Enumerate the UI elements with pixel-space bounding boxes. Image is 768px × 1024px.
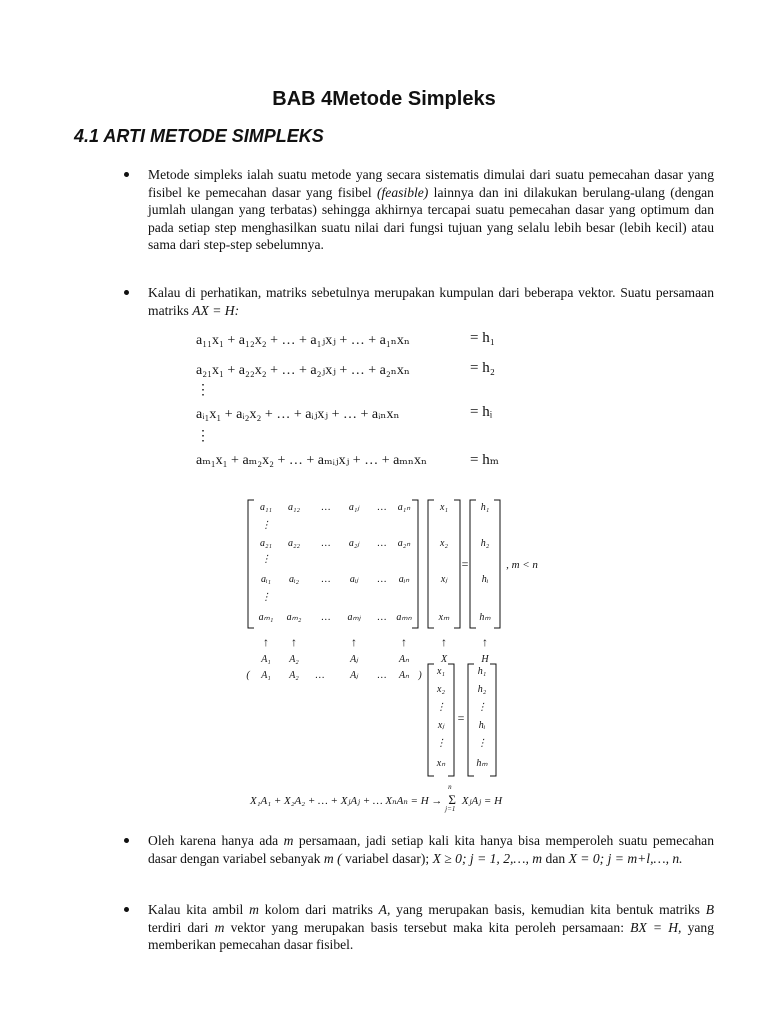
condition-text: , m < n	[506, 559, 538, 571]
x-vector-cell: ⋮	[436, 702, 446, 713]
paragraph-text: vektor yang merupakan basis tersebut maka kita peroleh persamaan:	[224, 919, 631, 935]
inline-equation: AX = H:	[192, 302, 240, 318]
equation-row: a₁₁x₁ + a₁₂x₂ + … + a₁ⱼxⱼ + … + a₁ₙxₙ	[196, 333, 410, 348]
section-title: 4.1 ARTI METODE SIMPLEKS	[74, 126, 324, 146]
matrix-cell: a₂ₙ	[397, 538, 411, 549]
paragraph-text: terdiri dari	[148, 919, 215, 935]
matrix-cell: …	[321, 502, 331, 513]
x-vector-cell: x₁	[440, 502, 448, 513]
x-vector-cell: xⱼ	[437, 720, 445, 731]
column-label: A₂	[289, 654, 299, 665]
sum-lower: j=1	[445, 805, 456, 813]
equation-row: aₘ₁x₁ + aₘ₂x₂ + … + aₘᵢⱼxⱼ + … + aₘₙxₙ	[196, 453, 427, 468]
matrix-cell: aₘₙ	[396, 612, 412, 623]
paragraph-text: persamaan, jadi setiap kali kita hanya bisa memperoleh suatu pemecahan dasar dengan variabel sebanyak	[148, 833, 714, 866]
bracket-left	[470, 500, 476, 628]
paragraph-text: yang merupakan basis, kemudian kita bentuk matriks	[390, 902, 706, 917]
up-arrow-icon: ↑	[401, 635, 407, 649]
matrix-cell: …	[321, 574, 331, 585]
matrix-cell: ⋮	[261, 520, 271, 531]
column-tuple: …	[377, 670, 387, 681]
up-arrow-icon: ↑	[441, 635, 447, 649]
list-item	[148, 832, 714, 867]
x-vector-cell: ⋮	[436, 738, 446, 749]
equation-rhs: = h₂	[470, 360, 495, 376]
column-label: Aₙ	[398, 654, 410, 665]
matrix-cell: aₘ₁	[258, 612, 274, 623]
equation-rhs: = hᵢ	[470, 404, 493, 420]
matrix-cell: …	[321, 612, 331, 623]
inline-var: m	[214, 919, 225, 935]
column-tuple: A₁	[261, 670, 271, 681]
bracket-left	[248, 500, 254, 628]
paragraph-text: lainnya dan ini dilakukan berulang-ulang (dengan jumlah ulangan yang terbatas) sehingga akhirnya tercapai suatu pemecahan dasar yang optimum dan pada setiap step menghasilkan suatu nilai dari fungsi tujuan yang selalu lebih besar (lebih kecil) atau sama dari step-step sebelumnya.	[148, 184, 714, 253]
matrix-cell: a₁₂	[288, 502, 300, 513]
bullet-icon	[124, 172, 129, 177]
h-vector-cell: hₘ	[479, 612, 491, 623]
column-tuple: A₂	[289, 670, 299, 681]
bracket-left	[468, 664, 474, 776]
matrix-cell: …	[377, 538, 387, 549]
paragraph-text: variabel dasar);	[341, 850, 433, 866]
h-vector-cell: h₂	[480, 538, 490, 549]
matrix-cell: a₂₂	[288, 538, 300, 549]
list-item	[148, 166, 714, 254]
x-vector-cell: xₘ	[438, 612, 450, 623]
x-vector-cell: x₂	[437, 684, 445, 695]
paragraph-text: Metode simpleks ialah suatu metode yang secara sistematis dimulai dari suatu pemecahan dasar yang fisibel ke pemecahan dasar yang fisibel	[148, 167, 714, 200]
equation-row: a₂₁x₁ + a₂₂x₂ + … + a₂ⱼxⱼ + … + a₂ₙxₙ	[196, 363, 410, 378]
paragraph-text: Kalau kita ambil	[148, 902, 250, 917]
matrix-cell: a₂ⱼ	[348, 538, 360, 549]
sum-upper: n	[448, 783, 452, 791]
inline-var: m	[249, 902, 259, 917]
matrix-cell: aᵢⱼ	[349, 574, 359, 585]
matrix-cell: aᵢ₁	[260, 574, 272, 585]
list-item	[148, 901, 714, 954]
matrix-cell: aᵢ₂	[288, 574, 300, 585]
h-vector-cell: h₂	[477, 684, 487, 695]
equation-rhs: = hₘ	[470, 452, 499, 468]
bracket-right	[494, 500, 500, 628]
vdots: ⋮	[196, 383, 210, 398]
column-tuple: (	[246, 670, 250, 681]
x-vector-cell: x₁	[437, 666, 445, 677]
paragraph-text: yang memberikan pemecahan dasar fisibel.	[148, 919, 714, 953]
matrix-cell: a₁₁	[260, 502, 272, 513]
h-vector-cell: hᵢ	[481, 574, 489, 585]
column-label: X	[440, 654, 448, 665]
column-tuple: Aⱼ	[350, 670, 358, 681]
equals-sign: =	[457, 711, 465, 725]
inline-var: m (	[323, 850, 342, 866]
h-vector-cell: ⋮	[477, 738, 487, 749]
matrix-cell: a₁ₙ	[397, 502, 411, 513]
summation-symbol	[445, 783, 459, 813]
equation-row: aᵢ₁x₁ + aᵢ₂x₂ + … + aᵢⱼxⱼ + … + aᵢₙxₙ	[196, 407, 400, 422]
matrix-cell: …	[377, 574, 387, 585]
vdots: ⋮	[196, 429, 210, 444]
equals-sign: =	[461, 557, 469, 571]
bracket-right	[412, 500, 418, 628]
up-arrow-icon: ↑	[351, 635, 357, 649]
chapter-title: BAB 4Metode Simpleks	[272, 88, 496, 110]
up-arrow-icon: ↑	[291, 635, 297, 649]
h-vector-cell: hᵢ	[478, 720, 486, 731]
matrix-cell: a₁ⱼ	[348, 502, 360, 513]
column-label: Aⱼ	[350, 654, 358, 665]
inline-equation: X ≥ 0; j = 1, 2,…, m	[432, 850, 543, 866]
paragraph-text: dan	[542, 850, 569, 866]
matrix-cell: aₘⱼ	[347, 612, 361, 623]
h-vector-cell: h₁	[477, 666, 487, 677]
matrix-cell: ⋮	[261, 554, 271, 565]
inline-equation: BX = H,	[630, 919, 682, 935]
final-equation-rhs: XⱼAⱼ = H	[461, 795, 503, 807]
matrix-cell: …	[377, 502, 387, 513]
column-tuple: …	[315, 670, 325, 681]
final-equation	[250, 783, 503, 813]
column-tuple: Aₙ	[398, 670, 410, 681]
paragraph-text: Oleh karena hanya ada	[148, 833, 284, 848]
h-vector-cell: hₘ	[476, 758, 488, 769]
matrix-cell: ⋮	[261, 592, 271, 603]
x-vector-cell: xⱼ	[440, 574, 448, 585]
x-vector-cell: xₙ	[436, 758, 446, 769]
bracket-right	[454, 500, 460, 628]
bracket-left	[428, 664, 434, 776]
matrix-cell: …	[377, 612, 387, 623]
inline-equation: X = 0; j = m+l,…, n.	[568, 850, 683, 866]
equation-rhs: = h₁	[470, 330, 495, 346]
x-vector-cell: x₂	[440, 538, 448, 549]
bracket-right	[490, 664, 496, 776]
bullet-icon	[124, 290, 129, 295]
matrix-cell: a₂₁	[260, 538, 272, 549]
inline-var: m	[283, 833, 294, 848]
h-vector-cell: h₁	[480, 502, 490, 513]
inline-var: A,	[378, 902, 391, 917]
matrix-cell: aₘ₂	[286, 612, 302, 623]
column-label: H	[481, 654, 489, 665]
matrix-cell: …	[321, 538, 331, 549]
term-feasible: (feasible)	[377, 184, 429, 200]
sum-sign: Σ	[448, 792, 456, 807]
bracket-right	[448, 664, 454, 776]
paragraph-text: kolom dari matriks	[258, 902, 379, 917]
paragraph-text: Kalau di perhatikan, matriks sebetulnya merupakan kumpulan dari beberapa vektor. Suatu persamaan matriks	[148, 285, 714, 318]
inline-var: B	[705, 902, 714, 917]
bracket-left	[428, 500, 434, 628]
bullet-icon	[124, 838, 129, 843]
list-item	[148, 284, 714, 319]
up-arrow-icon: ↑	[263, 635, 269, 649]
up-arrow-icon: ↑	[482, 635, 488, 649]
bullet-icon	[124, 907, 129, 912]
matrix-cell: aᵢₙ	[398, 574, 410, 585]
final-equation-lhs: X₁A₁ + X₂A₂ + … + XⱼAⱼ + … XₙAₙ = H →	[250, 795, 446, 807]
h-vector-cell: ⋮	[477, 702, 487, 713]
column-tuple: )	[418, 670, 422, 681]
column-label: A₁	[261, 654, 271, 665]
